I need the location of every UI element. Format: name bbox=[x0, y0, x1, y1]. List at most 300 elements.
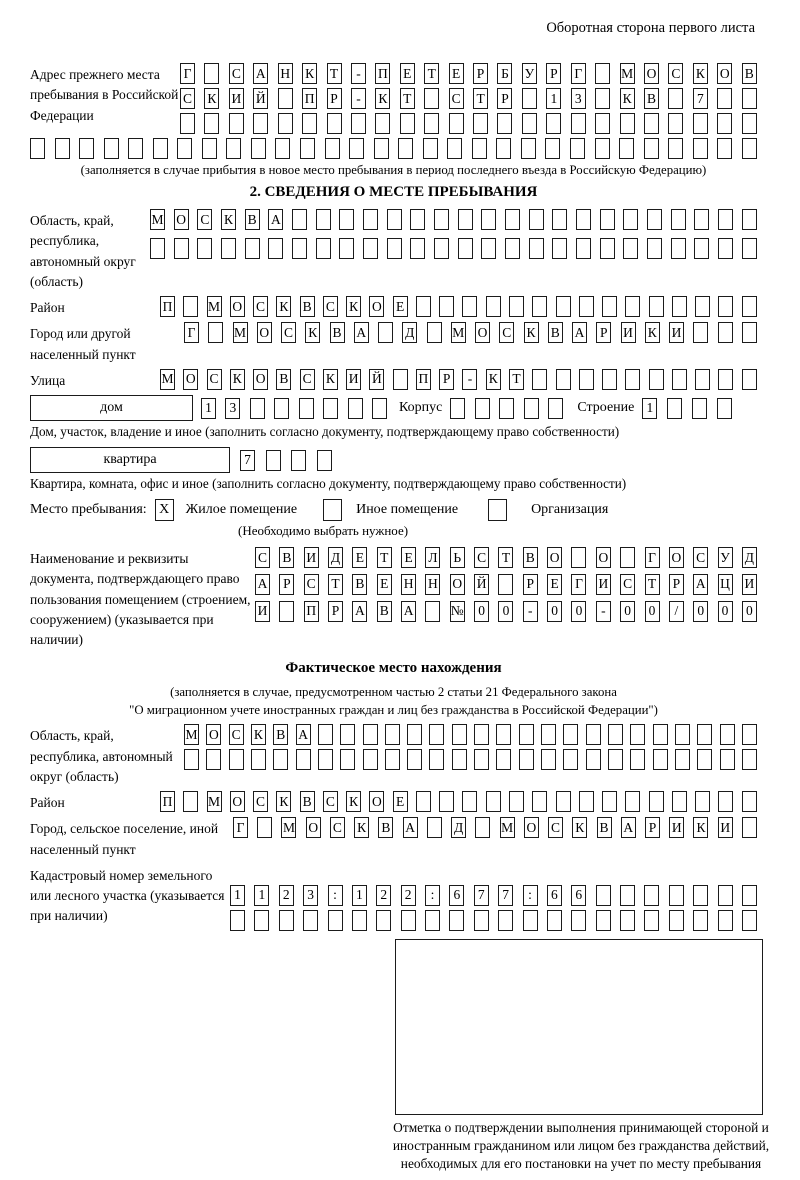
char-cell[interactable] bbox=[425, 601, 440, 622]
char-cell[interactable] bbox=[509, 296, 524, 317]
char-cell[interactable] bbox=[524, 398, 539, 419]
char-cell[interactable] bbox=[505, 238, 520, 259]
char-cell[interactable]: К bbox=[346, 296, 361, 317]
char-cell[interactable] bbox=[486, 296, 501, 317]
char-cell[interactable]: Р bbox=[596, 322, 611, 343]
char-cell[interactable] bbox=[742, 113, 757, 134]
char-cell[interactable]: А bbox=[268, 209, 283, 230]
char-cell[interactable] bbox=[694, 238, 709, 259]
char-cell[interactable] bbox=[439, 296, 454, 317]
char-cell[interactable] bbox=[229, 113, 244, 134]
char-cell[interactable]: К bbox=[693, 63, 708, 84]
char-cell[interactable] bbox=[385, 724, 400, 745]
char-cell[interactable]: Н bbox=[278, 63, 293, 84]
char-cell[interactable]: Т bbox=[327, 63, 342, 84]
char-cell[interactable]: В bbox=[279, 547, 294, 568]
char-cell[interactable]: В bbox=[330, 322, 345, 343]
char-cell[interactable] bbox=[452, 724, 467, 745]
char-cell[interactable]: Е bbox=[377, 574, 392, 595]
char-cell[interactable]: О bbox=[230, 296, 245, 317]
char-cell[interactable] bbox=[400, 113, 415, 134]
char-cell[interactable] bbox=[278, 113, 293, 134]
char-cell[interactable] bbox=[292, 238, 307, 259]
char-cell[interactable]: Р bbox=[523, 574, 538, 595]
char-cell[interactable]: П bbox=[160, 296, 175, 317]
char-cell[interactable] bbox=[693, 910, 708, 931]
char-cell[interactable] bbox=[541, 749, 556, 770]
char-cell[interactable] bbox=[296, 749, 311, 770]
char-cell[interactable] bbox=[647, 209, 662, 230]
char-cell[interactable] bbox=[718, 369, 733, 390]
char-cell[interactable] bbox=[340, 724, 355, 745]
char-cell[interactable]: Т bbox=[424, 63, 439, 84]
char-cell[interactable] bbox=[742, 791, 757, 812]
char-cell[interactable]: В bbox=[644, 88, 659, 109]
char-cell[interactable]: И bbox=[346, 369, 361, 390]
char-cell[interactable] bbox=[595, 138, 610, 159]
char-cell[interactable] bbox=[498, 910, 513, 931]
char-cell[interactable] bbox=[541, 724, 556, 745]
char-cell[interactable]: О bbox=[547, 547, 562, 568]
char-cell[interactable] bbox=[620, 910, 635, 931]
char-cell[interactable]: О bbox=[369, 791, 384, 812]
char-cell[interactable] bbox=[672, 296, 687, 317]
char-cell[interactable] bbox=[571, 113, 586, 134]
checkbox-other-premises[interactable] bbox=[323, 499, 342, 521]
char-cell[interactable]: П bbox=[416, 369, 431, 390]
char-cell[interactable]: М bbox=[451, 322, 466, 343]
char-cell[interactable]: / bbox=[669, 601, 684, 622]
char-cell[interactable] bbox=[79, 138, 94, 159]
char-cell[interactable] bbox=[202, 138, 217, 159]
char-cell[interactable] bbox=[427, 817, 442, 838]
char-cell[interactable]: Л bbox=[425, 547, 440, 568]
char-cell[interactable] bbox=[279, 910, 294, 931]
char-cell[interactable] bbox=[387, 209, 402, 230]
char-cell[interactable]: Г bbox=[233, 817, 248, 838]
char-cell[interactable]: 0 bbox=[571, 601, 586, 622]
char-cell[interactable] bbox=[316, 238, 331, 259]
char-cell[interactable]: М bbox=[150, 209, 165, 230]
char-cell[interactable] bbox=[447, 138, 462, 159]
char-cell[interactable]: С bbox=[668, 63, 683, 84]
char-cell[interactable]: К bbox=[693, 817, 708, 838]
char-cell[interactable] bbox=[458, 238, 473, 259]
char-cell[interactable] bbox=[718, 296, 733, 317]
char-cell[interactable]: - bbox=[523, 601, 538, 622]
char-cell[interactable]: В bbox=[273, 724, 288, 745]
char-cell[interactable] bbox=[600, 238, 615, 259]
char-cell[interactable] bbox=[630, 724, 645, 745]
char-cell[interactable]: К bbox=[305, 322, 320, 343]
char-cell[interactable]: Р bbox=[439, 369, 454, 390]
char-cell[interactable] bbox=[474, 724, 489, 745]
char-cell[interactable]: Р bbox=[473, 63, 488, 84]
char-cell[interactable]: - bbox=[351, 88, 366, 109]
char-cell[interactable]: Ц bbox=[718, 574, 733, 595]
char-cell[interactable] bbox=[563, 724, 578, 745]
char-cell[interactable]: 1 bbox=[201, 398, 216, 419]
char-cell[interactable] bbox=[128, 138, 143, 159]
char-cell[interactable]: П bbox=[160, 791, 175, 812]
char-cell[interactable]: О bbox=[669, 547, 684, 568]
char-cell[interactable] bbox=[416, 791, 431, 812]
char-cell[interactable] bbox=[398, 138, 413, 159]
char-cell[interactable]: И bbox=[229, 88, 244, 109]
char-cell[interactable] bbox=[596, 885, 611, 906]
char-cell[interactable] bbox=[410, 209, 425, 230]
char-cell[interactable] bbox=[523, 910, 538, 931]
char-cell[interactable]: О bbox=[596, 547, 611, 568]
char-cell[interactable] bbox=[672, 791, 687, 812]
char-cell[interactable]: О bbox=[717, 63, 732, 84]
char-cell[interactable]: С bbox=[180, 88, 195, 109]
char-cell[interactable]: С bbox=[229, 724, 244, 745]
char-cell[interactable]: И bbox=[304, 547, 319, 568]
char-cell[interactable] bbox=[450, 398, 465, 419]
char-cell[interactable] bbox=[668, 113, 683, 134]
char-cell[interactable] bbox=[318, 749, 333, 770]
char-cell[interactable] bbox=[693, 885, 708, 906]
char-cell[interactable] bbox=[429, 749, 444, 770]
char-cell[interactable] bbox=[273, 749, 288, 770]
char-cell[interactable] bbox=[600, 209, 615, 230]
char-cell[interactable]: 1 bbox=[352, 885, 367, 906]
char-cell[interactable] bbox=[279, 601, 294, 622]
char-cell[interactable] bbox=[226, 138, 241, 159]
char-cell[interactable]: И bbox=[742, 574, 757, 595]
char-cell[interactable]: 0 bbox=[547, 601, 562, 622]
char-cell[interactable]: 7 bbox=[240, 450, 255, 471]
char-cell[interactable]: О bbox=[230, 791, 245, 812]
char-cell[interactable]: В bbox=[352, 574, 367, 595]
char-cell[interactable] bbox=[625, 369, 640, 390]
char-cell[interactable] bbox=[254, 910, 269, 931]
char-cell[interactable] bbox=[720, 724, 735, 745]
char-cell[interactable]: У bbox=[522, 63, 537, 84]
char-cell[interactable] bbox=[509, 791, 524, 812]
char-cell[interactable]: А bbox=[401, 601, 416, 622]
char-cell[interactable] bbox=[647, 238, 662, 259]
char-cell[interactable] bbox=[718, 322, 733, 343]
char-cell[interactable]: У bbox=[718, 547, 733, 568]
char-cell[interactable] bbox=[424, 88, 439, 109]
char-cell[interactable] bbox=[694, 209, 709, 230]
char-cell[interactable]: С bbox=[620, 574, 635, 595]
char-cell[interactable]: Б bbox=[497, 63, 512, 84]
char-cell[interactable]: С bbox=[253, 791, 268, 812]
char-cell[interactable]: С bbox=[255, 547, 270, 568]
char-cell[interactable] bbox=[407, 749, 422, 770]
char-cell[interactable]: С bbox=[304, 574, 319, 595]
char-cell[interactable] bbox=[363, 724, 378, 745]
char-cell[interactable] bbox=[180, 113, 195, 134]
char-cell[interactable] bbox=[630, 749, 645, 770]
char-cell[interactable]: П bbox=[304, 601, 319, 622]
char-cell[interactable] bbox=[579, 296, 594, 317]
char-cell[interactable] bbox=[623, 238, 638, 259]
char-cell[interactable]: А bbox=[296, 724, 311, 745]
char-cell[interactable]: К bbox=[346, 791, 361, 812]
char-cell[interactable]: С bbox=[207, 369, 222, 390]
char-cell[interactable]: Е bbox=[400, 63, 415, 84]
char-cell[interactable]: С bbox=[449, 88, 464, 109]
char-cell[interactable]: И bbox=[621, 322, 636, 343]
char-cell[interactable]: К bbox=[251, 724, 266, 745]
char-cell[interactable] bbox=[644, 138, 659, 159]
char-cell[interactable] bbox=[352, 910, 367, 931]
char-cell[interactable] bbox=[481, 209, 496, 230]
char-cell[interactable] bbox=[649, 296, 664, 317]
char-cell[interactable] bbox=[325, 138, 340, 159]
char-cell[interactable]: А bbox=[693, 574, 708, 595]
char-cell[interactable]: Е bbox=[547, 574, 562, 595]
char-cell[interactable]: Й bbox=[474, 574, 489, 595]
char-cell[interactable] bbox=[695, 369, 710, 390]
char-cell[interactable]: Р bbox=[328, 601, 343, 622]
char-cell[interactable] bbox=[718, 885, 733, 906]
char-cell[interactable]: О bbox=[174, 209, 189, 230]
char-cell[interactable]: А bbox=[253, 63, 268, 84]
char-cell[interactable]: К bbox=[230, 369, 245, 390]
char-cell[interactable] bbox=[586, 724, 601, 745]
char-cell[interactable] bbox=[532, 296, 547, 317]
checkbox-residential[interactable]: X bbox=[155, 499, 174, 521]
char-cell[interactable]: В bbox=[300, 296, 315, 317]
char-cell[interactable] bbox=[742, 749, 757, 770]
char-cell[interactable]: 2 bbox=[401, 885, 416, 906]
char-cell[interactable]: В bbox=[377, 601, 392, 622]
char-cell[interactable]: Г bbox=[571, 574, 586, 595]
char-cell[interactable]: : bbox=[425, 885, 440, 906]
char-cell[interactable] bbox=[184, 749, 199, 770]
char-cell[interactable]: И bbox=[596, 574, 611, 595]
char-cell[interactable] bbox=[718, 238, 733, 259]
char-cell[interactable]: С bbox=[300, 369, 315, 390]
char-cell[interactable] bbox=[649, 791, 664, 812]
char-cell[interactable]: А bbox=[572, 322, 587, 343]
char-cell[interactable] bbox=[644, 910, 659, 931]
char-cell[interactable] bbox=[669, 910, 684, 931]
char-cell[interactable]: Н bbox=[401, 574, 416, 595]
char-cell[interactable] bbox=[697, 724, 712, 745]
char-cell[interactable] bbox=[620, 113, 635, 134]
char-cell[interactable] bbox=[452, 749, 467, 770]
char-cell[interactable]: О bbox=[253, 369, 268, 390]
char-cell[interactable]: К bbox=[302, 63, 317, 84]
char-cell[interactable]: 3 bbox=[225, 398, 240, 419]
char-cell[interactable]: 0 bbox=[718, 601, 733, 622]
char-cell[interactable]: С bbox=[499, 322, 514, 343]
char-cell[interactable] bbox=[742, 88, 757, 109]
char-cell[interactable] bbox=[197, 238, 212, 259]
char-cell[interactable]: Г bbox=[184, 322, 199, 343]
char-cell[interactable] bbox=[718, 209, 733, 230]
char-cell[interactable]: 3 bbox=[571, 88, 586, 109]
char-cell[interactable] bbox=[653, 724, 668, 745]
char-cell[interactable] bbox=[671, 238, 686, 259]
char-cell[interactable] bbox=[427, 322, 442, 343]
char-cell[interactable] bbox=[563, 749, 578, 770]
char-cell[interactable]: И bbox=[718, 817, 733, 838]
char-cell[interactable]: Т bbox=[377, 547, 392, 568]
char-cell[interactable]: К bbox=[620, 88, 635, 109]
char-cell[interactable] bbox=[742, 724, 757, 745]
char-cell[interactable]: О bbox=[257, 322, 272, 343]
char-cell[interactable] bbox=[206, 749, 221, 770]
char-cell[interactable] bbox=[429, 724, 444, 745]
char-cell[interactable]: 0 bbox=[474, 601, 489, 622]
char-cell[interactable] bbox=[521, 138, 536, 159]
char-cell[interactable]: 2 bbox=[279, 885, 294, 906]
char-cell[interactable] bbox=[571, 910, 586, 931]
char-cell[interactable] bbox=[496, 749, 511, 770]
char-cell[interactable]: К bbox=[221, 209, 236, 230]
char-cell[interactable]: 0 bbox=[693, 601, 708, 622]
char-cell[interactable] bbox=[339, 238, 354, 259]
char-cell[interactable]: 7 bbox=[693, 88, 708, 109]
char-cell[interactable]: С bbox=[474, 547, 489, 568]
char-cell[interactable] bbox=[672, 369, 687, 390]
char-cell[interactable] bbox=[424, 113, 439, 134]
char-cell[interactable] bbox=[519, 724, 534, 745]
char-cell[interactable]: О bbox=[524, 817, 539, 838]
char-cell[interactable] bbox=[299, 398, 314, 419]
char-cell[interactable] bbox=[268, 238, 283, 259]
char-cell[interactable] bbox=[339, 209, 354, 230]
char-cell[interactable] bbox=[692, 398, 707, 419]
char-cell[interactable] bbox=[717, 398, 732, 419]
char-cell[interactable]: 0 bbox=[645, 601, 660, 622]
char-cell[interactable] bbox=[693, 322, 708, 343]
char-cell[interactable] bbox=[519, 749, 534, 770]
char-cell[interactable] bbox=[547, 910, 562, 931]
char-cell[interactable]: К bbox=[572, 817, 587, 838]
char-cell[interactable]: Е bbox=[393, 296, 408, 317]
char-cell[interactable] bbox=[30, 138, 45, 159]
char-cell[interactable] bbox=[472, 138, 487, 159]
char-cell[interactable] bbox=[401, 910, 416, 931]
char-cell[interactable]: М bbox=[207, 791, 222, 812]
char-cell[interactable] bbox=[434, 209, 449, 230]
char-cell[interactable] bbox=[439, 791, 454, 812]
char-cell[interactable] bbox=[529, 238, 544, 259]
char-cell[interactable] bbox=[462, 791, 477, 812]
char-cell[interactable]: 1 bbox=[642, 398, 657, 419]
char-cell[interactable]: О bbox=[475, 322, 490, 343]
char-cell[interactable] bbox=[556, 296, 571, 317]
char-cell[interactable]: С bbox=[323, 296, 338, 317]
char-cell[interactable] bbox=[619, 138, 634, 159]
char-cell[interactable]: 1 bbox=[230, 885, 245, 906]
char-cell[interactable] bbox=[586, 749, 601, 770]
char-cell[interactable]: П bbox=[302, 88, 317, 109]
char-cell[interactable] bbox=[275, 138, 290, 159]
char-cell[interactable]: Е bbox=[449, 63, 464, 84]
char-cell[interactable]: Т bbox=[498, 547, 513, 568]
char-cell[interactable] bbox=[393, 369, 408, 390]
char-cell[interactable] bbox=[546, 113, 561, 134]
char-cell[interactable]: И bbox=[669, 817, 684, 838]
char-cell[interactable]: С bbox=[229, 63, 244, 84]
char-cell[interactable]: Д bbox=[451, 817, 466, 838]
char-cell[interactable] bbox=[328, 910, 343, 931]
char-cell[interactable]: О bbox=[644, 63, 659, 84]
char-cell[interactable]: 2 bbox=[376, 885, 391, 906]
char-cell[interactable]: И bbox=[669, 322, 684, 343]
char-cell[interactable]: К bbox=[276, 296, 291, 317]
char-cell[interactable] bbox=[742, 296, 757, 317]
char-cell[interactable]: - bbox=[351, 63, 366, 84]
char-cell[interactable]: Р bbox=[497, 88, 512, 109]
char-cell[interactable] bbox=[374, 138, 389, 159]
char-cell[interactable] bbox=[425, 910, 440, 931]
char-cell[interactable] bbox=[407, 724, 422, 745]
char-cell[interactable] bbox=[473, 113, 488, 134]
char-cell[interactable] bbox=[55, 138, 70, 159]
char-cell[interactable]: М bbox=[500, 817, 515, 838]
char-cell[interactable] bbox=[649, 369, 664, 390]
char-cell[interactable] bbox=[174, 238, 189, 259]
char-cell[interactable]: С bbox=[548, 817, 563, 838]
char-cell[interactable]: С bbox=[281, 322, 296, 343]
char-cell[interactable]: М bbox=[184, 724, 199, 745]
char-cell[interactable]: 7 bbox=[498, 885, 513, 906]
char-cell[interactable] bbox=[376, 910, 391, 931]
char-cell[interactable]: 3 bbox=[303, 885, 318, 906]
char-cell[interactable]: К bbox=[524, 322, 539, 343]
char-cell[interactable]: В bbox=[300, 791, 315, 812]
char-cell[interactable] bbox=[474, 910, 489, 931]
char-cell[interactable] bbox=[556, 791, 571, 812]
char-cell[interactable] bbox=[499, 398, 514, 419]
char-cell[interactable] bbox=[177, 138, 192, 159]
char-cell[interactable]: Г bbox=[571, 63, 586, 84]
char-cell[interactable] bbox=[571, 547, 586, 568]
char-cell[interactable] bbox=[208, 322, 223, 343]
char-cell[interactable] bbox=[576, 209, 591, 230]
char-cell[interactable] bbox=[462, 296, 477, 317]
char-cell[interactable]: В bbox=[245, 209, 260, 230]
char-cell[interactable]: Р bbox=[645, 817, 660, 838]
char-cell[interactable] bbox=[552, 209, 567, 230]
checkbox-organization[interactable] bbox=[488, 499, 507, 521]
char-cell[interactable] bbox=[449, 910, 464, 931]
char-cell[interactable]: В bbox=[523, 547, 538, 568]
char-cell[interactable]: Й bbox=[369, 369, 384, 390]
char-cell[interactable] bbox=[556, 369, 571, 390]
char-cell[interactable] bbox=[579, 791, 594, 812]
char-cell[interactable] bbox=[545, 138, 560, 159]
char-cell[interactable] bbox=[608, 724, 623, 745]
char-cell[interactable] bbox=[671, 209, 686, 230]
char-cell[interactable] bbox=[204, 63, 219, 84]
char-cell[interactable] bbox=[608, 749, 623, 770]
char-cell[interactable]: Р bbox=[669, 574, 684, 595]
char-cell[interactable] bbox=[348, 398, 363, 419]
char-cell[interactable]: И bbox=[255, 601, 270, 622]
char-cell[interactable] bbox=[522, 113, 537, 134]
char-cell[interactable] bbox=[718, 910, 733, 931]
char-cell[interactable] bbox=[278, 88, 293, 109]
char-cell[interactable] bbox=[579, 369, 594, 390]
char-cell[interactable] bbox=[742, 138, 757, 159]
char-cell[interactable] bbox=[340, 749, 355, 770]
char-cell[interactable] bbox=[742, 369, 757, 390]
char-cell[interactable]: К bbox=[323, 369, 338, 390]
char-cell[interactable] bbox=[675, 724, 690, 745]
char-cell[interactable] bbox=[251, 138, 266, 159]
